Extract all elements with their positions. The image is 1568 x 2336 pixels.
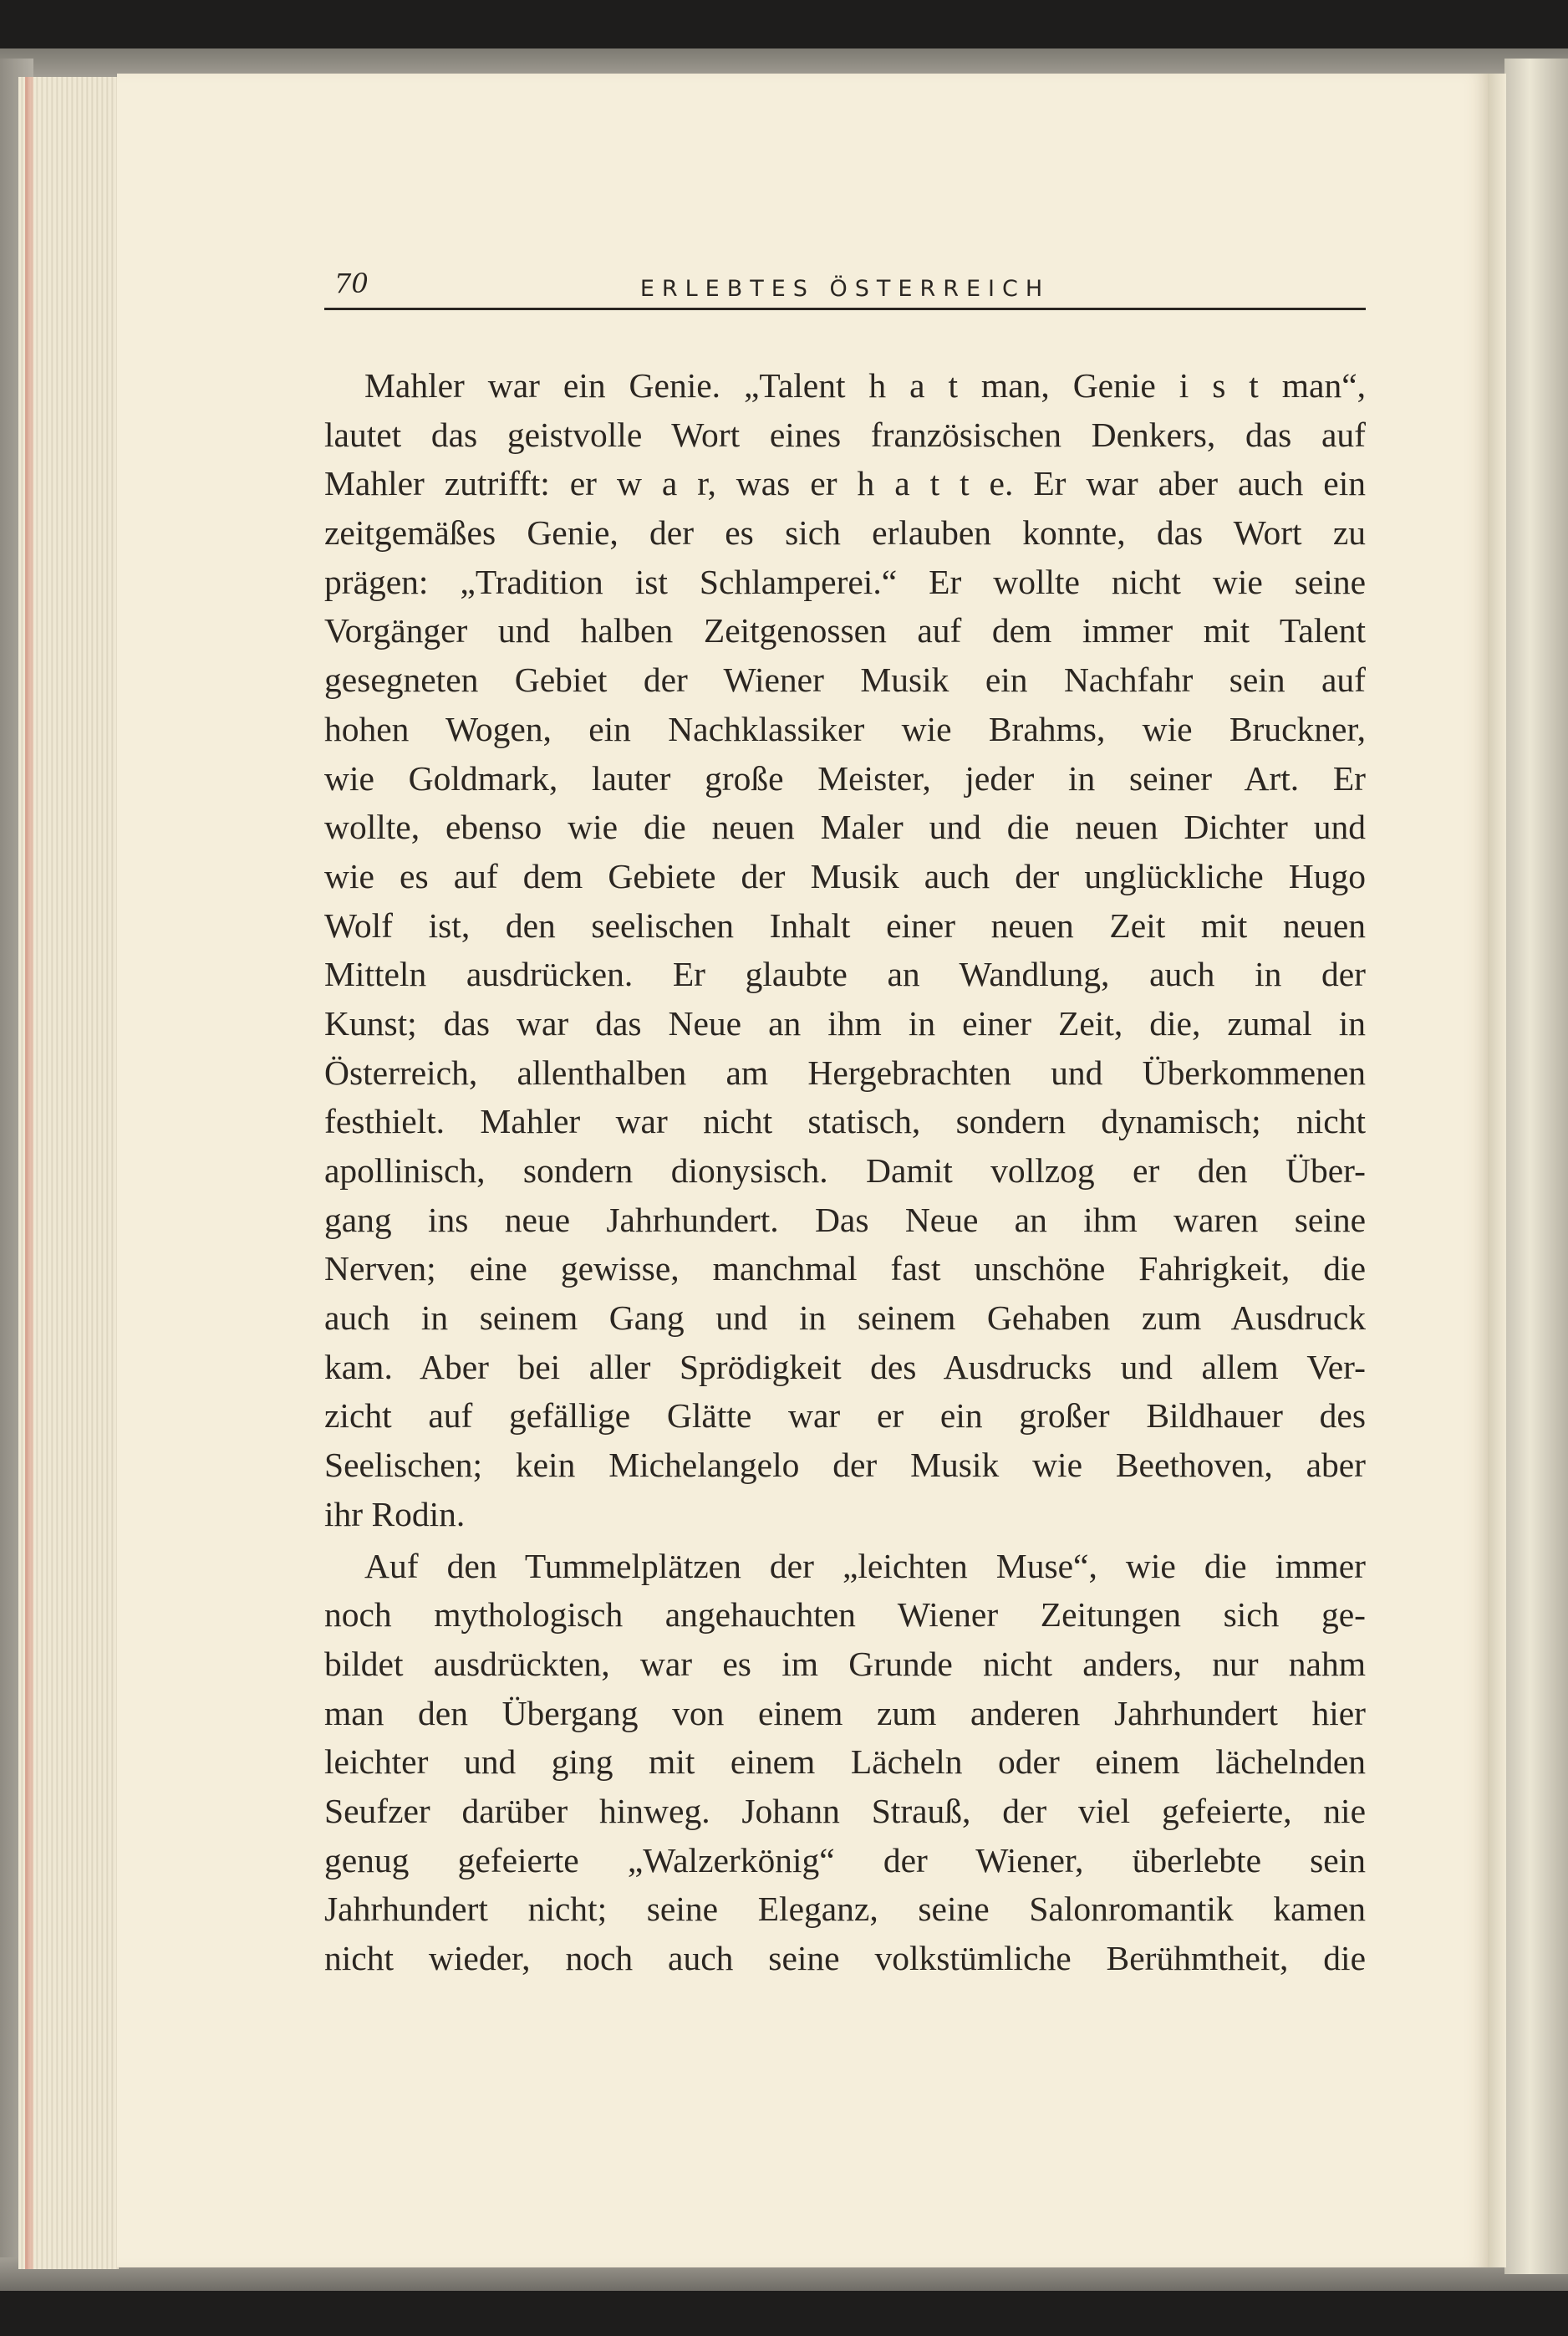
- text-line: Auf den Tummelplätzen der „leichten Muse“, wie die immer: [364, 1546, 1366, 1585]
- page-stack-edges: [18, 77, 119, 2269]
- text-line: wollte, ebenso wie die neuen Maler und die neuen Dichter und: [324, 808, 1366, 847]
- text-line: Wolf ist, den seelischen Inhalt einer neuen Zeit mit neuen: [324, 905, 1366, 945]
- text-line: ihr Rodin.: [324, 1494, 466, 1533]
- running-head-title: ERLEBTES ÖSTERREICH: [639, 276, 1051, 302]
- text-line: zicht auf gefällige Glätte war er ein großer Bildhauer des: [324, 1396, 1366, 1436]
- text-line: Seelischen; kein Michelangelo der Musik wie Beethoven, aber: [324, 1446, 1366, 1485]
- text-line: man den Übergang von einem zum anderen Jahrhundert hier: [324, 1693, 1366, 1732]
- text-line: Jahrhundert nicht; seine Eleganz, seine Salonromantik kamen: [324, 1890, 1366, 1929]
- running-head: [324, 266, 1366, 310]
- text-line: kam. Aber bei aller Sprödigkeit des Ausdrucks und allem Ver-: [324, 1347, 1366, 1386]
- text-line: hohen Wogen, ein Nachklassiker wie Brahms, wie Bruckner,: [324, 709, 1366, 748]
- text-line: wie Goldmark, lauter große Meister, jeder in seiner Art. Er: [324, 758, 1366, 798]
- text-line: Mitteln ausdrücken. Er glaubte an Wandlung, auch in der: [324, 955, 1366, 994]
- text-line: wie es auf dem Gebiete der Musik auch der unglückliche Hugo: [324, 856, 1366, 895]
- text-line: Nerven; eine gewisse, manchmal fast unschöne Fahrigkeit, die: [324, 1249, 1366, 1288]
- text-line: zeitgemäßes Genie, der es sich erlauben konnte, das Wort zu: [324, 513, 1366, 553]
- text-line: bildet ausdrückten, war es im Grunde nicht anders, nur nahm: [324, 1644, 1366, 1683]
- text-line: gesegneten Gebiet der Wiener Musik ein Nachfahr sein auf: [324, 661, 1366, 700]
- text-line: auch in seinem Gang und in seinem Gehaben zum Ausdruck: [324, 1298, 1366, 1338]
- text-line: festhielt. Mahler war nicht statisch, sondern dynamisch; nicht: [324, 1102, 1366, 1141]
- text-line: Mahler zutrifft: er w a r, was er h a t t e. Er war aber auch ein: [324, 464, 1366, 503]
- text-line: Mahler war ein Genie. „Talent h a t man, Genie i s t man“,: [364, 366, 1366, 405]
- text-line: Kunst; das war das Neue an ihm in einer Zeit, die, zumal in: [324, 1003, 1366, 1043]
- text-line: gang ins neue Jahrhundert. Das Neue an ihm waren seine: [324, 1200, 1366, 1239]
- text-line: Seufzer darüber hinweg. Johann Strauß, der viel gefeierte, nie: [324, 1791, 1366, 1830]
- page-number: 70: [334, 268, 369, 299]
- body-text: [324, 361, 1366, 1983]
- text-line: leichter und ging mit einem Lächeln oder einem lächelnden: [324, 1742, 1366, 1782]
- text-line: lautet das geistvolle Wort eines französischen Denkers, das auf: [324, 415, 1366, 454]
- text-line: genug gefeierte „Walzerkönig“ der Wiener, überlebte sein: [324, 1840, 1366, 1880]
- text-line: Österreich, allenthalben am Hergebrachten und Überkommenen: [324, 1053, 1366, 1092]
- facing-page-edge: [1488, 74, 1506, 2267]
- text-line: Vorgänger und halben Zeitgenossen auf dem immer mit Talent: [324, 611, 1366, 650]
- text-line: apollinisch, sondern dionysisch. Damit vollzog er den Über-: [324, 1151, 1366, 1190]
- text-line: prägen: „Tradition ist Schlamperei.“ Er wollte nicht wie seine: [324, 562, 1366, 601]
- text-line: noch mythologisch angehauchten Wiener Zeitungen sich ge-: [324, 1595, 1366, 1635]
- book-cover-right-edge: [1504, 59, 1568, 2274]
- text-line: nicht wieder, noch auch seine volkstümliche Berühmtheit, die: [324, 1939, 1366, 1977]
